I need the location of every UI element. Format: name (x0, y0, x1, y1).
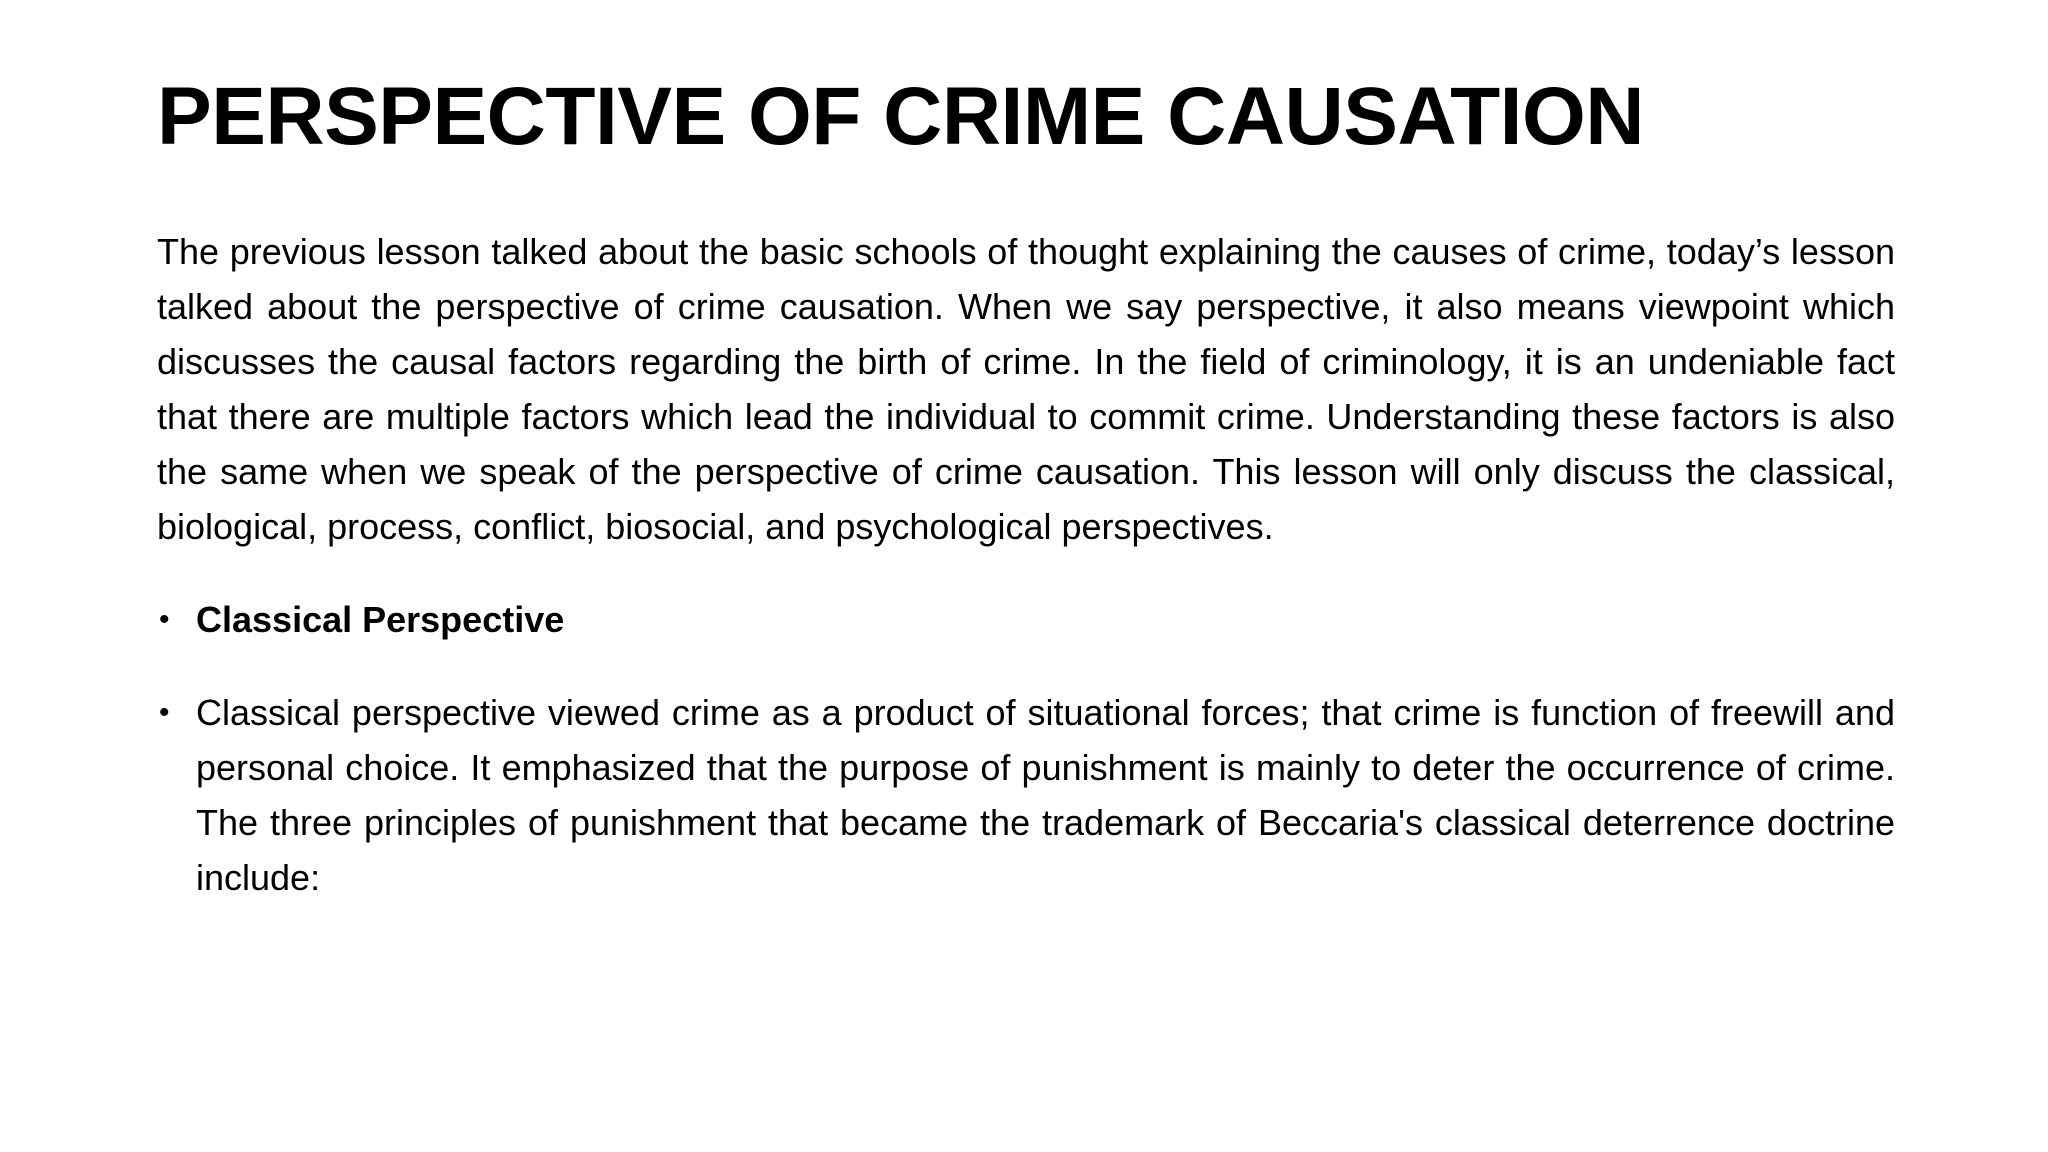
slide-body (157, 224, 1895, 905)
bullet-marker: • (159, 696, 170, 729)
bullet-item-classical-heading (157, 592, 1895, 647)
bullet-item-classical-description (157, 685, 1895, 905)
bullet-text: Classical perspective viewed crime as a product of situational forces; that crime is function of freewill and personal choice. It emphasized that the purpose of punishment is mainly to deter the occurrence of crime. The three principles of punishment that became the trademark of Beccaria's classical deterrence doctrine include: (196, 692, 1895, 898)
bullet-text: Classical Perspective (196, 599, 565, 640)
intro-paragraph: The previous lesson talked about the basic schools of thought explaining the causes of crime, today’s lesson talked about the perspective of crime causation. When we say perspective, it also means viewpoint which discusses the causal factors regarding the birth of crime. In the field of criminology, it is an undeniable fact that there are multiple factors which lead the individual to commit crime. Understanding these factors is also the same when we speak of the perspective of crime causation. This lesson will only discuss the classical, biological, process, conflict, biosocial, and psychological perspectives. (157, 231, 1895, 547)
bullet-list (157, 592, 1895, 905)
slide-title: PERSPECTIVE OF CRIME CAUSATION (157, 71, 1644, 162)
bullet-marker: • (159, 603, 170, 636)
